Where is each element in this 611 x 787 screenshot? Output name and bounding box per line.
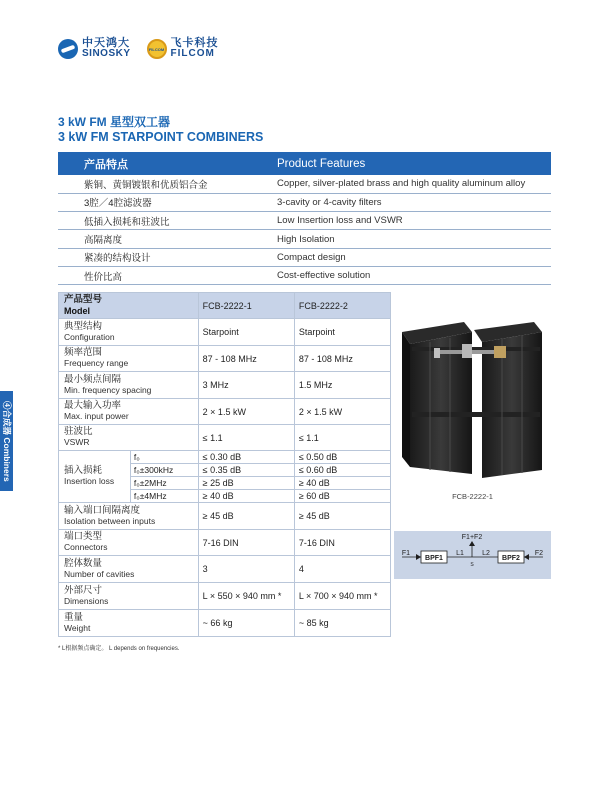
- spec-label-en: Insertion loss: [64, 476, 115, 487]
- spec-label-cn: 频率范围: [64, 347, 103, 359]
- spec-condition: f₀±300kHz: [130, 464, 198, 477]
- spec-label: [59, 530, 199, 556]
- enclosure-side-left: [402, 332, 410, 467]
- spec-value: ≤ 0.30 dB: [198, 451, 294, 464]
- spec-value: ~ 66 kg: [198, 610, 294, 637]
- spec-value: ≥ 45 dB: [294, 503, 390, 530]
- spec-value: 3: [198, 556, 294, 583]
- spec-row-frequency: [59, 346, 391, 372]
- spec-label-en: Connectors: [64, 542, 108, 553]
- feature-cn: 低插入损耗和驻波比: [58, 212, 275, 230]
- spec-label-cn: 端口类型: [64, 531, 103, 543]
- page-title-cn: 3 kW FM 星型双工器: [58, 115, 171, 129]
- spec-row-dimensions: [59, 583, 391, 610]
- spec-value: L × 700 × 940 mm *: [294, 583, 390, 610]
- feature-en: Cost-effective solution: [275, 266, 551, 284]
- side-tab-label: ④合成器 Combiners: [2, 401, 12, 482]
- spec-row-isolation: [59, 503, 391, 530]
- spec-label: [59, 451, 131, 503]
- spec-value: 7-16 DIN: [198, 530, 294, 556]
- feature-row: [58, 193, 551, 211]
- spec-label-cn: 最大输入功率: [64, 400, 122, 412]
- feature-row: [58, 212, 551, 230]
- spec-value: ≤ 1.1: [198, 425, 294, 451]
- feature-en: Low Insertion loss and VSWR: [275, 212, 551, 230]
- spec-value: ~ 85 kg: [294, 610, 390, 637]
- spec-label-cn: 输入端口间隔离度: [64, 504, 141, 516]
- features-header-row: [58, 152, 551, 175]
- feature-cn: 高隔离度: [58, 230, 275, 248]
- spec-value: Starpoint: [198, 319, 294, 346]
- feature-en: Copper, silver-plated brass and high quality aluminum alloy: [275, 175, 551, 193]
- spec-label-en: Dimensions: [64, 595, 109, 606]
- feature-row: [58, 266, 551, 284]
- spec-label: [59, 425, 199, 451]
- l1-label: L1: [456, 550, 464, 557]
- bpf2-label: BPF2: [502, 555, 520, 562]
- sinosky-en: SINOSKY: [82, 48, 131, 59]
- spec-row-model: [59, 293, 391, 319]
- feature-cn: 紫铜、黄铜镀银和优质铝合金: [58, 175, 275, 193]
- spec-label: [59, 556, 199, 583]
- spec-value: 3 MHz: [198, 372, 294, 399]
- spec-label-cn: 典型结构: [64, 320, 103, 332]
- spec-label-en: Number of cavities: [64, 568, 135, 579]
- spec-label: [59, 319, 199, 346]
- spec-label-cn: 重量: [64, 611, 84, 623]
- spec-value: L × 550 × 940 mm *: [198, 583, 294, 610]
- spec-label-cn: 腔体数量: [64, 557, 103, 569]
- spec-label-en: VSWR: [64, 437, 90, 448]
- features-header-cn: 产品特点: [58, 152, 275, 175]
- connector-icon: [462, 344, 472, 358]
- logo-area: [58, 38, 219, 59]
- filcom-logo-icon: [147, 39, 167, 59]
- s-label: S: [470, 562, 474, 568]
- connector-icon: [434, 348, 440, 358]
- spec-label-en: Model: [64, 305, 90, 316]
- filcom-badge-text: FILCOM: [148, 46, 165, 52]
- spec-value: 87 - 108 MHz: [198, 346, 294, 372]
- spec-value: ≥ 40 dB: [294, 477, 390, 490]
- spec-label-cn: 驻波比: [64, 426, 93, 438]
- product-photo: [394, 292, 551, 512]
- l2-label: L2: [482, 550, 490, 557]
- sinosky-brand: [82, 38, 131, 59]
- features-header-en: Product Features: [275, 152, 551, 175]
- spec-row-weight: [59, 610, 391, 637]
- features-table: [58, 152, 551, 285]
- f1f2-label: F1+F2: [461, 534, 483, 541]
- spec-value: 7-16 DIN: [294, 530, 390, 556]
- feature-cn: 紧凑的结构设计: [58, 248, 275, 266]
- feature-en: 3-cavity or 4-cavity filters: [275, 193, 551, 211]
- spec-value: ≥ 25 dB: [198, 477, 294, 490]
- spec-label: [59, 503, 199, 530]
- spec-row-cavities: [59, 556, 391, 583]
- spec-label-en: Min. frequency spacing: [64, 384, 152, 395]
- feature-row: [58, 230, 551, 248]
- connector-icon: [494, 346, 506, 358]
- f2-label: F2: [534, 550, 544, 557]
- spec-label: [59, 372, 199, 399]
- feature-row: [58, 175, 551, 193]
- spec-label-cn: 产品型号: [64, 293, 103, 305]
- spec-label-en: Max. input power: [64, 411, 129, 422]
- spec-condition: f₀: [130, 451, 198, 464]
- spec-label: [59, 293, 199, 319]
- feature-cn: 性价比高: [58, 266, 275, 284]
- spec-label: [59, 583, 199, 610]
- spec-label-en: Configuration: [64, 331, 115, 342]
- spec-value: ≥ 45 dB: [198, 503, 294, 530]
- spec-label-cn: 最小频点间隔: [64, 373, 122, 385]
- spec-value: 2 × 1.5 kW: [198, 399, 294, 425]
- spec-value: 4: [294, 556, 390, 583]
- feature-cn: 3腔／4腔滤波器: [58, 193, 275, 211]
- spec-row-vswr: [59, 425, 391, 451]
- spec-row-spacing: [59, 372, 391, 399]
- spec-value: FCB-2222-1: [198, 293, 294, 319]
- spec-value: FCB-2222-2: [294, 293, 390, 319]
- spec-row-config: [59, 319, 391, 346]
- spec-label: [59, 399, 199, 425]
- spec-value: ≤ 0.60 dB: [294, 464, 390, 477]
- spec-label: [59, 610, 199, 637]
- spec-row-connectors: [59, 530, 391, 556]
- feature-en: Compact design: [275, 248, 551, 266]
- spec-label-cn: 外部尺寸: [64, 584, 103, 596]
- spec-value: ≤ 0.50 dB: [294, 451, 390, 464]
- filcom-brand: [171, 38, 219, 59]
- footnote: * L根据频点确定。 L depends on frequencies.: [58, 646, 180, 652]
- spec-value: 2 × 1.5 kW: [294, 399, 390, 425]
- feature-row: [58, 248, 551, 266]
- spec-condition: f₀±2MHz: [130, 477, 198, 490]
- photo-caption: FCB-2222-1: [452, 492, 493, 501]
- spec-value: 1.5 MHz: [294, 372, 390, 399]
- spec-label-en: Weight: [64, 622, 91, 633]
- filcom-en: FILCOM: [170, 48, 215, 59]
- spec-row-power: [59, 399, 391, 425]
- bpf1-label: BPF1: [425, 555, 443, 562]
- spec-value: ≥ 60 dB: [294, 490, 390, 503]
- spec-row-insertion: [59, 451, 391, 464]
- spec-value: ≤ 0.35 dB: [198, 464, 294, 477]
- spec-label-en: Frequency range: [64, 358, 129, 369]
- spec-value: ≤ 1.1: [294, 425, 390, 451]
- block-diagram: [394, 531, 551, 579]
- sinosky-logo-icon: [58, 39, 78, 59]
- frame-bar: [412, 412, 540, 417]
- sinosky-cn: 中天鸿大: [82, 37, 130, 49]
- spec-label-en: Isolation between inputs: [64, 515, 156, 526]
- spec-table: [58, 292, 391, 637]
- spec-label-cn: 插入损耗: [64, 465, 103, 477]
- page-title-en: 3 kW FM STARPOINT COMBINERS: [58, 130, 264, 144]
- spec-value: 87 - 108 MHz: [294, 346, 390, 372]
- filcom-cn: 飞卡科技: [170, 37, 219, 49]
- spec-value: ≥ 40 dB: [198, 490, 294, 503]
- spec-condition: f₀±4MHz: [130, 490, 198, 503]
- feature-en: High Isolation: [275, 230, 551, 248]
- spec-label: [59, 346, 199, 372]
- spec-value: Starpoint: [294, 319, 390, 346]
- f1-label: F1: [401, 550, 411, 557]
